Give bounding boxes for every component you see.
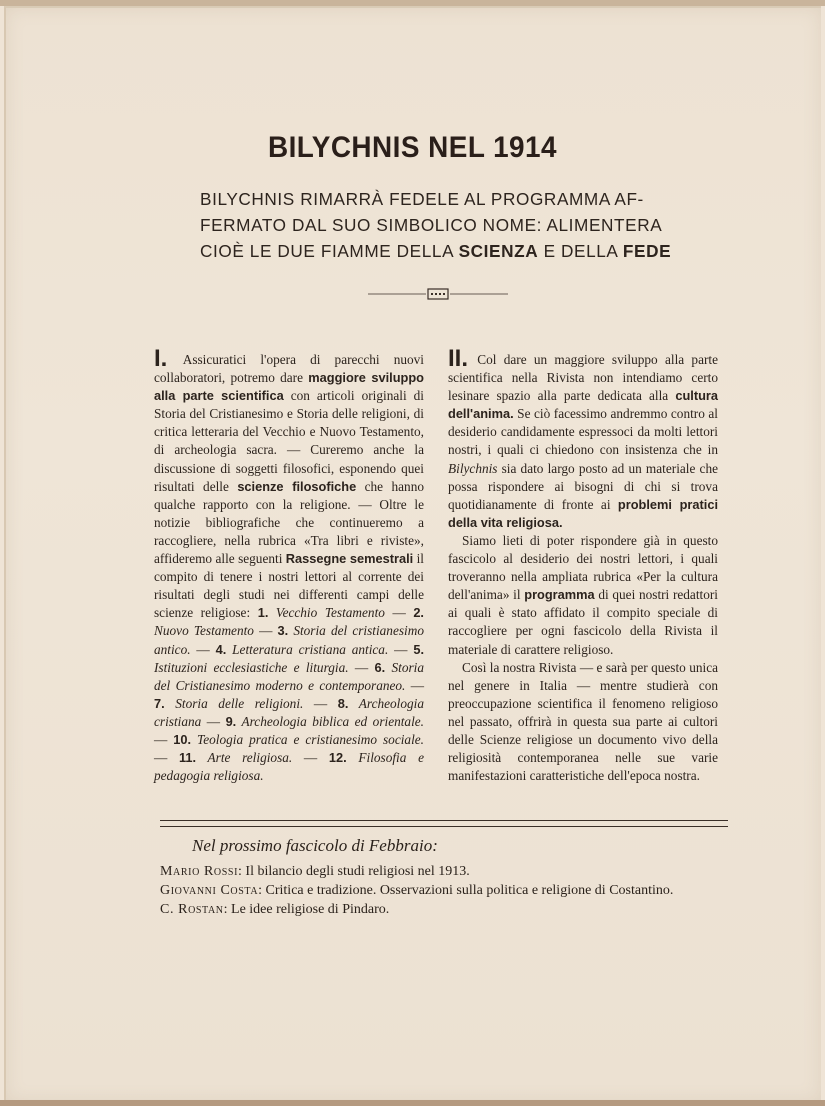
column-section-1 [154,345,425,785]
next-issue-list [160,862,760,919]
section-2-numeral: II. [448,345,469,372]
subtitle-bold-fede: FEDE [622,241,672,261]
column-section-2 [448,345,718,785]
subtitle-bold-scienza: SCIENZA [458,241,539,261]
subtitle-line-1: BILYCHNIS RIMARRÀ FEDELE AL PROGRAMMA AF- [200,189,644,209]
subtitle-line-3: CIOÈ LE DUE FIAMME DELLA SCIENZA E DELLA FEDE [200,241,672,261]
double-rule-divider [160,820,728,827]
section-2-paragraph-2: Siamo lieti di poter rispondere già in questo fascicolo al desiderio dei nostri lettori, i quali troveranno nella ampliata rubrica «Per la cultura dell'anima» il programma di quei nostri redattori ai quali è stato affidato il compito speciale di raccogliere per ogni fascicolo della Rivista il materiale di carattere religioso. [448,532,718,657]
ornament-divider-icon [368,286,508,302]
next-issue-item: Mario Rossi: Il bilancio degli studi religiosi nel 1913. [160,864,470,879]
subtitle [200,186,678,264]
page-top-edge [0,0,825,6]
section-1-paragraph: I. Assicuratici l'opera di parecchi nuovi collaboratori, potremo dare maggiore sviluppo alla parte scientifica con articoli originali di Storia del Cristianesimo e Storia delle religioni, di critica letteraria del Vecchio e Nuovo Testamento, di archeologia sacra. — Cureremo anche la discussione di soggetti filosofici, esponendo quei risultati delle scienze filosofiche che hanno qualche rapporto con la religione. — Oltre le notizie bibliografiche che continueremo a raccogliere, nella rubrica «Tra libri e riviste», affideremo alle seguenti Rassegne semestrali il compito di tenere i nostri lettori al corrente dei risultati degli studi nei differenti campi delle scienze religiose: 1. Vecchio Testamento — 2. Nuovo Testamento — 3. Storia del cristianesimo antico. — 4. Letteratura cristiana antica. — 5. Istituzioni ecclesiastiche e liturgia. — 6. Storia del Cristianesimo moderno e contemporaneo. — 7. Storia delle religioni. — 8. Archeologia cristiana — 9. Archeologia biblica ed orientale. — 10. Teologia pratica e cristianesimo sociale. — 11. Arte religiosa. — 12. Filosofia e pedagogia religiosa. [154,345,425,784]
next-issue-author: C. Rostan [160,902,224,917]
page-title: BILYCHNIS NEL 1914 [267,131,558,164]
next-issue-heading: Nel prossimo fascicolo di Febbraio: [192,836,438,855]
page-bottom-edge [0,1100,825,1106]
next-issue-item: C. Rostan: Le idee religiose di Pindaro. [160,902,390,917]
next-issue-author: Mario Rossi [160,864,239,879]
section-2-paragraph-3: Così la nostra Rivista — e sarà per questo unica nel genere in Italia — mentre studierà con preoccupazione scientifica il fenomeno religioso nel passato, offrirà in questa sua parte ai cultori delle Scienze religiose un documento vivo della religiosità contemporanea nelle sue varie manifestazioni caratteristiche dell'epoca nostra. [448,659,718,784]
next-issue-author: Giovanni Costa [160,883,259,898]
section-2-paragraph-1: II. Col dare un maggiore sviluppo alla parte scientifica nella Rivista non intendiamo certo lesinare spazio alla parte dedicata alla cultura dell'anima. Se ciò facessimo andremmo contro al desiderio candidamente espressoci da molti lettori nostri, i quali ci chiedono con insistenza che in Bilychnis sia dato largo posto ad un materiale che possa rispondere ai bisogni di chi si trova quotidianamente di fronte ai problemi pratici della vita religiosa. [448,345,718,530]
subtitle-line-2: FERMATO DAL SUO SIMBOLICO NOME: ALIMENTERA [200,215,663,235]
next-issue-item: Giovanni Costa: Critica e tradizione. Osservazioni sulla politica e religione di Costantino. [160,883,674,898]
section-1-numeral: I. [154,345,168,372]
